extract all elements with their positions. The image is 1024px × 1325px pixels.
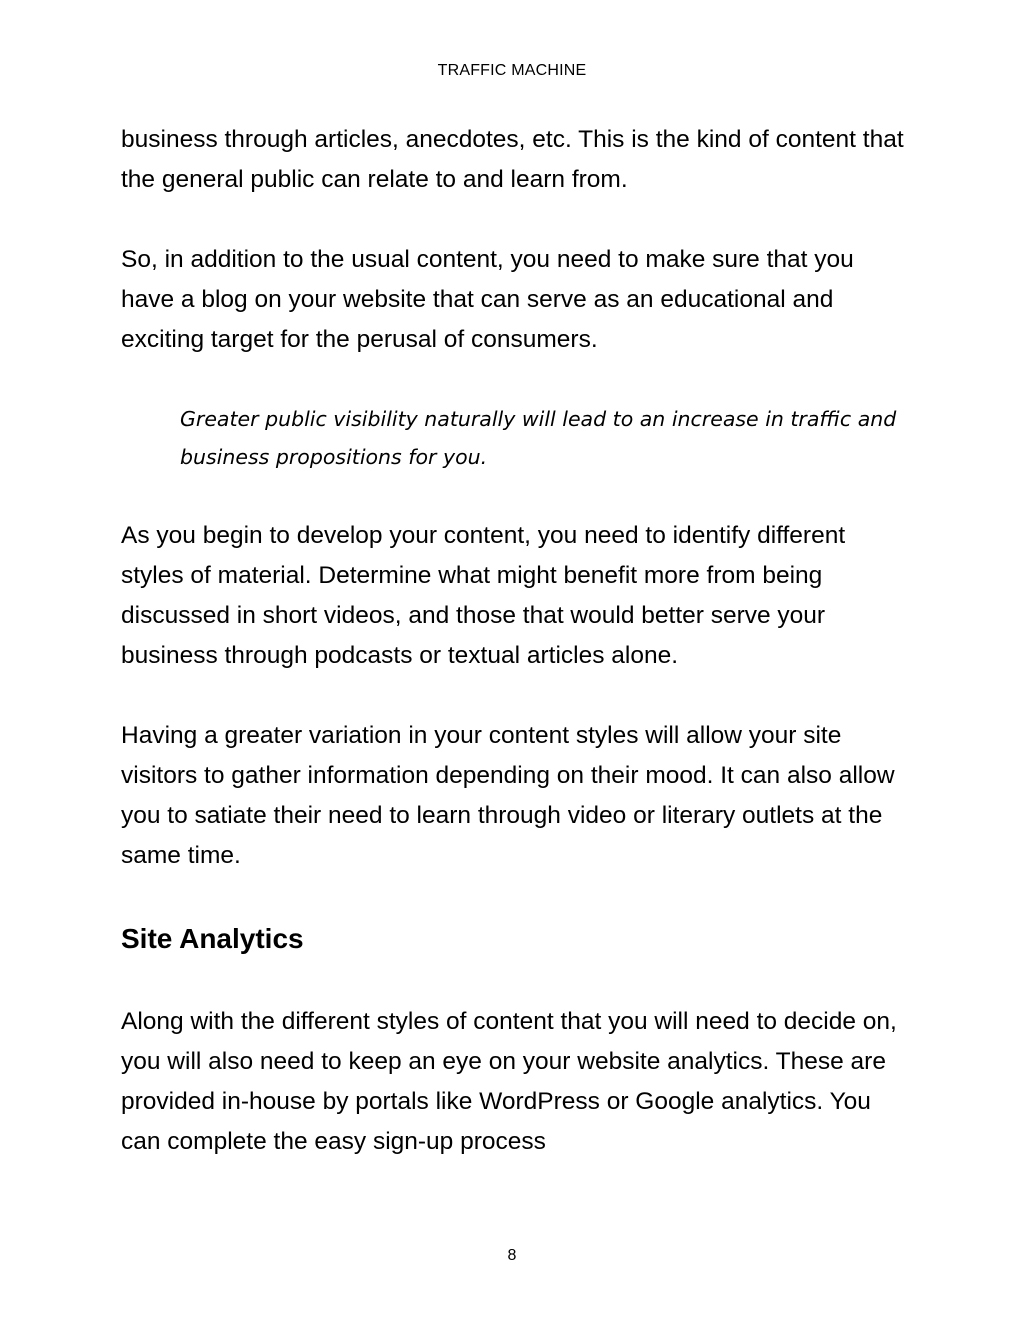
- document-body: [121, 120, 911, 1162]
- paragraph-variation: Having a greater variation in your content styles will allow your site visitors to gather information depending on their mood. It can also allow you to satiate their need to learn through video or literary outlets at the same time.: [121, 722, 895, 869]
- paragraph-analytics: Along with the different styles of content that you will need to decide on, you will also need to keep an eye on your website analytics. These are provided in-house by portals like WordPress or Google analytics. You can complete the easy sign-up process: [121, 1008, 897, 1155]
- callout-quote: Greater public visibility naturally will lead to an increase in traffic and business propositions for you.: [180, 407, 897, 469]
- page-number: 8: [507, 1247, 517, 1264]
- section-heading: Site Analytics: [121, 923, 304, 954]
- paragraph-blog: So, in addition to the usual content, you need to make sure that you have a blog on your website that can serve as an educational and exciting target for the perusal of consumers.: [121, 246, 854, 353]
- paragraph-continuation: business through articles, anecdotes, etc. This is the kind of content that the general public can relate to and learn from.: [121, 126, 904, 193]
- running-header: TRAFFIC MACHINE: [437, 62, 587, 79]
- paragraph-content-styles: As you begin to develop your content, you need to identify different styles of material. Determine what might benefit more from being discussed in short videos, and those that would better serve your business through podcasts or textual articles alone.: [121, 522, 846, 669]
